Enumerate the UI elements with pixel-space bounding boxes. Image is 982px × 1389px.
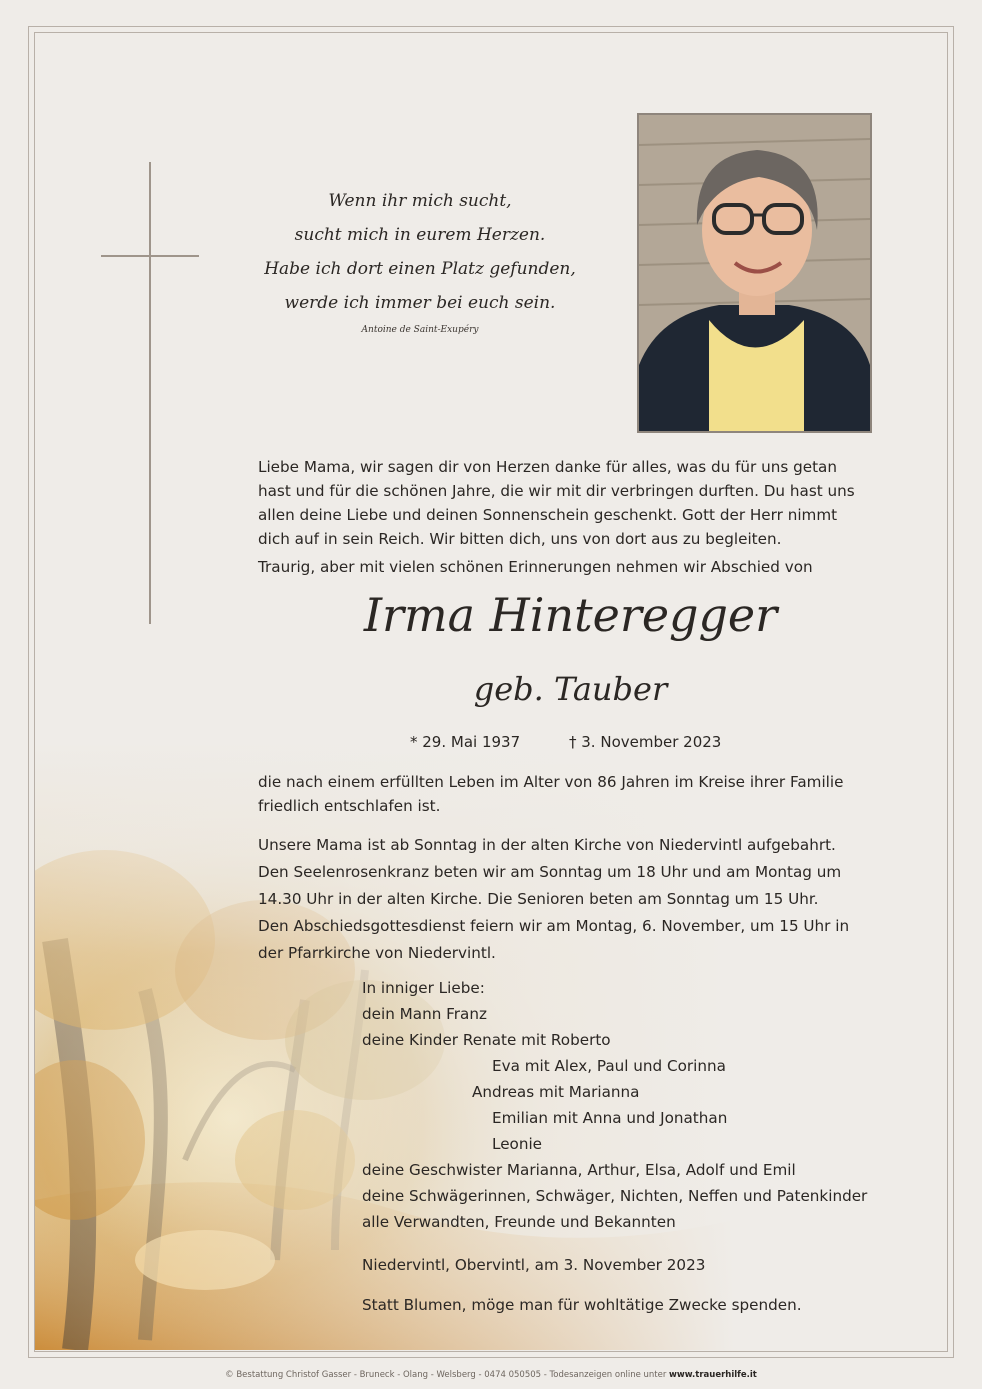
birth-date: * 29. Mai 1937 xyxy=(410,733,521,751)
passing-line: die nach einem erfüllten Leben im Alter von 86 Jahren im Kreise ihrer Familie xyxy=(258,773,844,791)
passing-line: friedlich entschlafen ist. xyxy=(258,797,441,815)
death-date: † 3. November 2023 xyxy=(569,733,722,751)
poem-line: sucht mich in eurem Herzen. xyxy=(294,225,546,245)
mourners-heading: In inniger Liebe: xyxy=(362,979,485,997)
place-date: Niedervintl, Obervintl, am 3. November 2023 xyxy=(362,1256,706,1274)
cross-horizontal-bar xyxy=(101,255,199,257)
intro-paragraph xyxy=(258,455,898,551)
mourner-in-laws: deine Schwägerinnen, Schwäger, Nichten, Neffen und Patenkinder xyxy=(362,1187,868,1205)
mourner-husband: dein Mann Franz xyxy=(362,1005,487,1023)
mourner-grandchild: Leonie xyxy=(492,1135,543,1153)
poem xyxy=(230,184,610,320)
poem-line: werde ich immer bei euch sein. xyxy=(284,293,556,313)
arrangements-line: 14.30 Uhr in der alten Kirche. Die Senioren beten am Sonntag um 15 Uhr. xyxy=(258,890,819,908)
deceased-name: Irma Hinteregger xyxy=(363,588,778,642)
mourner-siblings: deine Geschwister Marianna, Arthur, Elsa, Adolf und Emil xyxy=(362,1161,796,1179)
poem-line: Habe ich dort einen Platz gefunden, xyxy=(264,259,576,279)
mourner-children: deine Kinder Renate mit Roberto xyxy=(362,1031,611,1049)
farewell-line: Traurig, aber mit vielen schönen Erinnerungen nehmen wir Abschied von xyxy=(258,558,813,576)
footer-link[interactable]: www.trauerhilfe.it xyxy=(669,1370,757,1380)
mourner-child: Andreas mit Marianna xyxy=(472,1083,640,1101)
mourner-relatives: alle Verwandten, Freunde und Bekannten xyxy=(362,1213,676,1231)
mourner-child: Eva mit Alex, Paul und Corinna xyxy=(492,1057,726,1075)
intro-line: hast und für die schönen Jahre, die wir mit dir verbringen durften. Du hast uns xyxy=(258,482,855,500)
maiden-name: geb. Tauber xyxy=(473,670,668,708)
intro-line: Liebe Mama, wir sagen dir von Herzen danke für alles, was du für uns getan xyxy=(258,458,837,476)
poem-author: Antoine de Saint-Exupéry xyxy=(361,325,479,335)
footer-text: © Bestattung Christof Gasser - Bruneck - Olang - Welsberg - 0474 050505 - Todesanzeigen online unter xyxy=(225,1370,667,1380)
intro-line: dich auf in sein Reich. Wir bitten dich, uns von dort aus zu begleiten. xyxy=(258,530,782,548)
footer xyxy=(0,1370,982,1380)
mourner-grandchild: Emilian mit Anna und Jonathan xyxy=(492,1109,728,1127)
arrangements-paragraph xyxy=(258,833,898,965)
portrait-photo xyxy=(637,113,872,433)
flowers-note: Statt Blumen, möge man für wohltätige Zwecke spenden. xyxy=(362,1296,802,1314)
mourners-list xyxy=(362,975,902,1235)
poem-line: Wenn ihr mich sucht, xyxy=(328,191,512,211)
arrangements-line: Den Seelenrosenkranz beten wir am Sonntag um 18 Uhr und am Montag um xyxy=(258,863,842,881)
arrangements-line: Den Abschiedsgottesdienst feiern wir am Montag, 6. November, um 15 Uhr in xyxy=(258,917,850,935)
arrangements-line: der Pfarrkirche von Niedervintl. xyxy=(258,944,496,962)
arrangements-line: Unsere Mama ist ab Sonntag in der alten Kirche von Niedervintl aufgebahrt. xyxy=(258,836,836,854)
intro-line: allen deine Liebe und deinen Sonnenschein geschenkt. Gott der Herr nimmt xyxy=(258,506,838,524)
cross-vertical-bar xyxy=(149,162,151,624)
passing-paragraph xyxy=(258,770,898,818)
